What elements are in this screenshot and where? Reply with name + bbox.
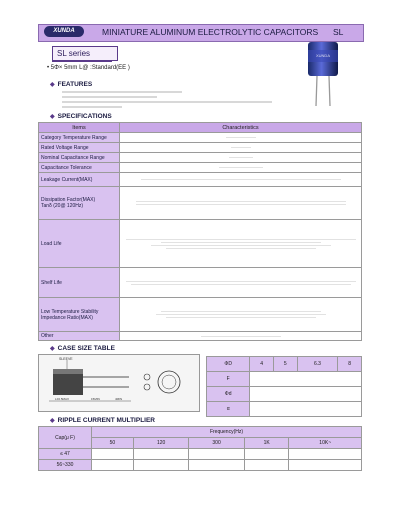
case-dim-label: 4MIN	[115, 397, 123, 401]
freq-header: Frequency(Hz)	[92, 427, 362, 438]
freq-value: 50	[92, 438, 134, 449]
spec-item: Other	[39, 332, 120, 341]
dimension-table	[206, 356, 362, 417]
freq-value: 1K	[244, 438, 289, 449]
spec-item: Shelf Life	[39, 268, 120, 298]
freq-value: 300	[189, 438, 244, 449]
series-subtitle: • 5Φ× 5mm L@ :Standard(EE )	[47, 65, 130, 71]
dim-header: 8	[338, 357, 362, 372]
series-label: SL series	[52, 46, 118, 61]
case-size-heading: ◆ CASE SIZE TABLE	[50, 345, 115, 352]
features-heading: ◆ FEATURES	[50, 81, 93, 88]
spec-item: Rated Voltage Range	[39, 143, 120, 153]
spec-item: Nominal Capacitance Range	[39, 153, 120, 163]
spec-item: Category Temperature Range	[39, 133, 120, 143]
cap-value: 56~330	[39, 460, 92, 471]
spec-item: Dissipation Factor(MAX) Tanδ (20@ 120Hz)	[39, 187, 120, 220]
sleeve-label: SLEEVE	[59, 357, 73, 361]
feature-line	[62, 96, 157, 98]
capacitor-image	[302, 38, 344, 108]
dim-header: ΦD	[207, 357, 250, 372]
specifications-table	[38, 122, 362, 341]
feature-line	[62, 101, 272, 103]
characteristics-header: Characteristics	[120, 123, 362, 133]
series-underline	[52, 61, 112, 62]
cap-value: ≤ 47	[39, 449, 92, 460]
dim-header: 4	[250, 357, 274, 372]
dim-row-label: F	[207, 372, 250, 387]
spec-item: Load Life	[39, 220, 120, 268]
specifications-heading: ◆ SPECIFICATIONS	[50, 113, 112, 120]
freq-value: 10K~	[289, 438, 362, 449]
feature-line	[62, 91, 182, 93]
dim-row-label: Φd	[207, 387, 250, 402]
ripple-heading: ◆ RIPPLE CURRENT MULTIPLIER	[50, 417, 156, 424]
spec-item: Capacitance Tolerance	[39, 163, 120, 173]
case-dim-label: 15MIN	[91, 397, 100, 401]
brand-logo: XUNDA	[44, 26, 84, 37]
case-dim-label: L±0.5MAX	[55, 397, 69, 401]
ripple-table	[38, 426, 362, 471]
svg-text:XUNDA: XUNDA	[315, 53, 331, 58]
freq-value: 120	[133, 438, 188, 449]
items-header: Items	[39, 123, 120, 133]
series-code: SL	[333, 27, 344, 37]
dim-row-label: α	[207, 402, 250, 417]
dim-header: 6.3	[297, 357, 338, 372]
document-title: MINIATURE ALUMINUM ELECTROLYTIC CAPACITORS	[102, 27, 319, 37]
dim-header: 5	[274, 357, 298, 372]
feature-line	[62, 106, 122, 108]
cap-header: Cap(μ F)	[39, 427, 92, 449]
spec-item: Leakage Current(MAX)	[39, 173, 120, 187]
case-dimension-drawing	[38, 354, 200, 412]
spec-item: Low Temperature Stability Impedance Ratio(MAX)	[39, 298, 120, 332]
